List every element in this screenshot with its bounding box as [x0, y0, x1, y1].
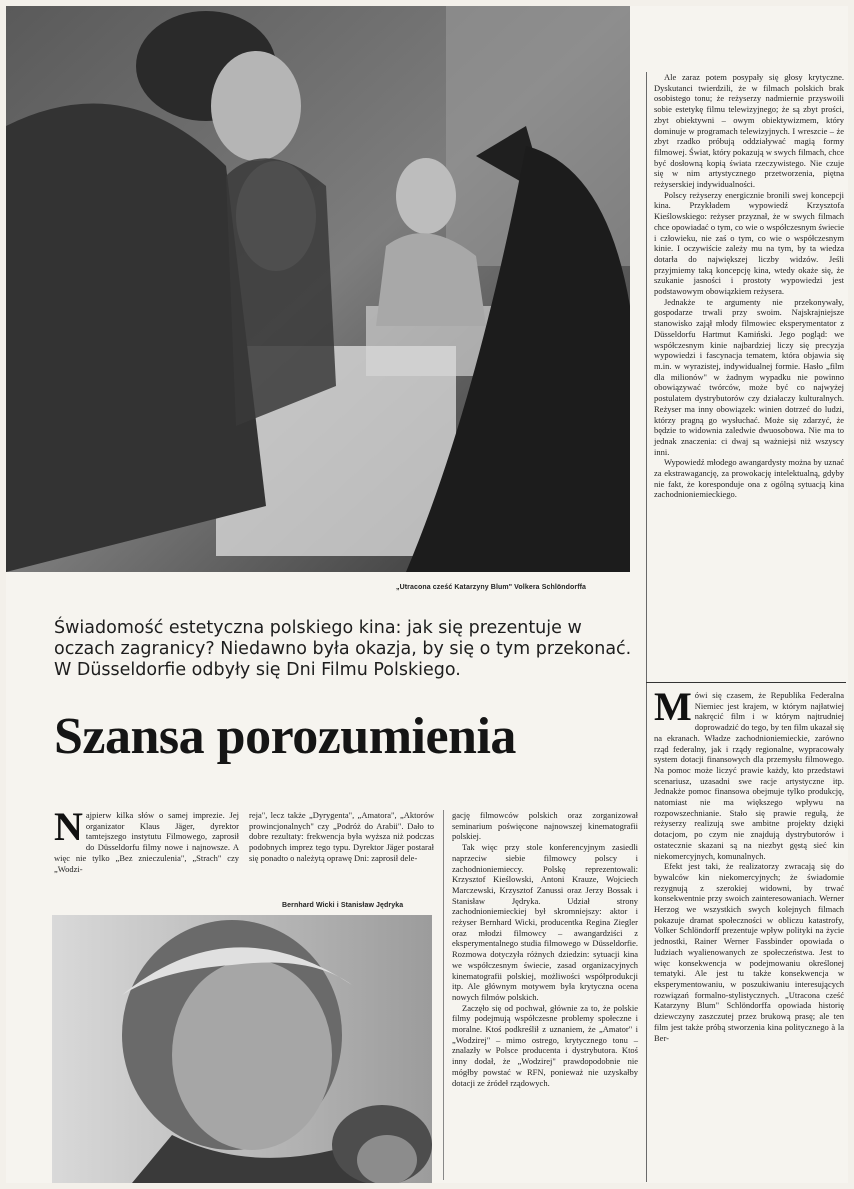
right-bottom-paragraph-1 [654, 684, 844, 861]
column-3-paragraph-2: Tak więc przy stole konferencyjnym zasiedli naprzeciw siebie filmowcy polscy i zachodnioniemieccy. Polskę reprezentowali: Krzysztof Kieślowski, Antoni Krauze, Wojciech Marczewski, Krzysztof Zanussi oraz Jerzy Bossak i Stanisław Jędryka. Udział strony zachodnioniemieckiej był skromniejszy: aktor i reżyser Bernhard Wicki, producentka Regina Ziegler oraz młodzi filmowcy – awangardziści z eksperymentalnego studia filmowego w Düsseldorfie. Rozmowa dotyczyła różnych dziedzin: sytuacji kina we współczesnym świecie, zasad organizacyjnych kinematografii polskiej, możliwości współprodukcji itp. Ale głównym motywem była krytyczna ocena nowych filmów polskich. [452, 842, 638, 1002]
column-3-paragraph-3: Zaczęło się od pochwał, głównie za to, że polskie filmy podejmują współczesne problemy społeczne i moralne. Ktoś podkreślił z uznaniem, że „Amator" i „Wodzirej" – mimo ostrego, krytycznego tonu – znalazły w Polsce producenta i dystrybutora. Ktoś inny dodał, że „Wodzirej" prawdopodobnie nie mógłby powstać w RFN, ponieważ nie uzyskałby dotacji ze źródeł rządowych. [452, 1002, 638, 1088]
section-divider [646, 682, 846, 683]
column-3-paragraph-1: gację filmowców polskich oraz zorganizował seminarium poświęcone najnowszej kinematografii polskiej. [452, 810, 638, 842]
column-divider-right [646, 72, 647, 1182]
portrait-illustration [52, 915, 432, 1183]
caption-top-photo: „Utracona cześć Katarzyny Blum" Volkera Schlöndorffa [396, 584, 587, 591]
right-top-paragraph-4: Wypowiedź młodego awangardysty można by uznać za ekstrawagancję, za prowokację intelektualną, gdyby nie fakt, że koresponduje ona z ogólną sytuacją kina zachodnioniemieckiego. [654, 457, 844, 500]
right-top-paragraph-3: Jednakże te argumenty nie przekonywały, gospodarze trwali przy swoim. Najskrajniejsze stanowisko zajął młody filmowiec eksperymentator z Düsseldorfu Hartmut Kamiński. Jego pogląd: we współczesnym kinie najbardziej liczy się precyzja wypowiedzi i fascynacja tematem, która objawia się m.in. w wyrazistej, indywidualnej formie. Hasło „film dla milionów" w żadnym wypadku nie powinno obowiązywać twórców, może być co najwyżej postulatem dystrybutorów czy działaczy kulturalnych. Reżyser ma inny obowiązek: winien dotrzeć do ludzi, którzy pragną go wysłuchać. Może się zdarzyć, że będzie to widownia zaledwie dwuosobowa. Nie ma to jednak znaczenia: ci dwaj są ważniejsi niż wszyscy inni. [654, 296, 844, 457]
magazine-page [6, 6, 848, 1183]
column-2-text: reja", lecz także „Dyrygenta", „Amatora", „Aktorów prowincjonalnych" czy „Podróż do Arabii". Dało to dobre rezultaty: frekwencja była wyższa niż podczas podobnych imprez tego typu. Dyrektor Jäger postarał się ponadto o należytą oprawę Dni: zaprosił dele- [249, 810, 434, 863]
portrait-photo [52, 915, 432, 1183]
column-divider-middle [443, 810, 444, 1180]
film-still-photo [6, 6, 630, 572]
right-column-bottom [654, 684, 844, 1043]
column-3 [452, 810, 638, 1088]
dropcap-n: N [54, 804, 83, 849]
column-1-paragraph [54, 804, 239, 874]
article-headline: Szansa porozumienia [54, 708, 516, 765]
column-1-text: ajpierw kilka słów o samej imprezie. Jej organizator Klaus Jäger, dyrektor tamtejszego instytutu Filmowego, zaprosił do Düsseldorfu filmy nowe i najnowsze. A więc nie tylko „Bez znieczulenia", „Strach" czy „Wodzi- [54, 810, 239, 874]
column-1 [54, 804, 239, 874]
dropcap-m: M [654, 684, 692, 729]
right-top-paragraph-1: Ale zaraz potem posypały się głosy krytyczne. Dyskutanci twierdzili, że w filmach polskich brak osobistego tonu; że reżyserzy nadmiernie przyswoili sobie estetykę filmu telewizyjnego; że są zbyt prości, zbyt obiektywni – owym obiektywizmem, który dominuje w programach telewizyjnych. I wreszcie – że zbyt rzadko próbują oddziaływać magią formy filmowej. Świat, który pokazują w swych filmach, chce być dosłowną kopią świata rzeczywistego. Nie czuje się w nim artystycznego przetworzenia, piętna reżyserskiej indywidualności. [654, 72, 844, 190]
right-top-paragraph-2: Polscy reżyserzy energicznie bronili swej koncepcji kina. Przykładem wypowiedź Krzysztofa Kieślowskiego: reżyser przyznał, że w swych filmach chce opowiadać o tym, co wie o współczesnym świecie i człowieku, nie zaś o tym, co wie o współczesnym kinie. I oczywiście zależy mu na tym, by ta wiedza dotarła do największej liczby widzów. Jeśli przyjmiemy taką koncepcję kina, wtedy okaże się, że szukanie jasności i prostoty wypowiedzi jest podstawowym obowiązkiem reżysera. [654, 189, 844, 297]
lead-paragraph: Świadomość estetyczna polskiego kina: jak się prezentuje w oczach zagranicy? Niedawno była okazja, by się o tym przekonać. W Düsseldorfie odbyły się Dni Filmu Polskiego. [54, 618, 632, 680]
film-still-illustration [6, 6, 630, 572]
right-bottom-paragraph-2: Efekt jest taki, że realizatorzy zwracają się do bywalców kin niekomercyjnych; że świadomie rezygnują z szerokiej widowni, by trwać konsekwentnie przy swoich zainteresowaniach. Werner Herzog we wszystkich swych kolejnych filmach pokazuje dramat społeczności w obliczu katastrofy, Volker Schlöndorff prezentuje wpływ polityki na życie jednostki, Rainer Werner Fassbinder opowiada o ludziach wyalienowanych ze społeczeństwa. Jest to więc konsekwencja w podejmowaniu określonej tematyki. Ale jest tu także konsekwencja w eksperymentowaniu, w poszukiwaniu interesujących rozwiązań formalno-stylistycznych. „Utracona cześć Katarzyny Blum" Schlöndorffa opowiada historię dziewczyny zaszczutej przez brukową prasę; ale ten film jest także próbą stworzenia kina politycznego à la Ber- [654, 861, 844, 1043]
right-column-top [654, 72, 844, 500]
caption-bottom-photo: Bernhard Wicki i Stanisław Jędryka [282, 902, 404, 909]
right-bottom-text-1: ówi się czasem, że Republika Federalna Niemiec jest krajem, w którym najłatwiej nakręcić film i w którym najtrudniej doprowadzić do tego, by ten film ukazał się na ekranach. Władze zachodnioniemieckie, zarówno rząd federalny, jak i rządy regionalne, wypracowały system dotacji finansowych dla przemysłu filmowego. Na pomoc może liczyć prawie każdy, kto przedstawi scenariusz, uzasadni swe racje artystyczne itp. Jednakże pomoc finansowa obejmuje tylko produkcję, natomiast nie ma większego wpływu na rozpowszechnianie. Stało się prawie regułą, że reżyserzy realizują swe ambitne projekty dzięki dotacjom, po czym nie znajdują dystrybutorów i ostatecznie skazani są na niezbyt gęstą sieć kin niekomercyjnych, komunalnych. [654, 690, 844, 861]
column-2 [249, 810, 434, 864]
